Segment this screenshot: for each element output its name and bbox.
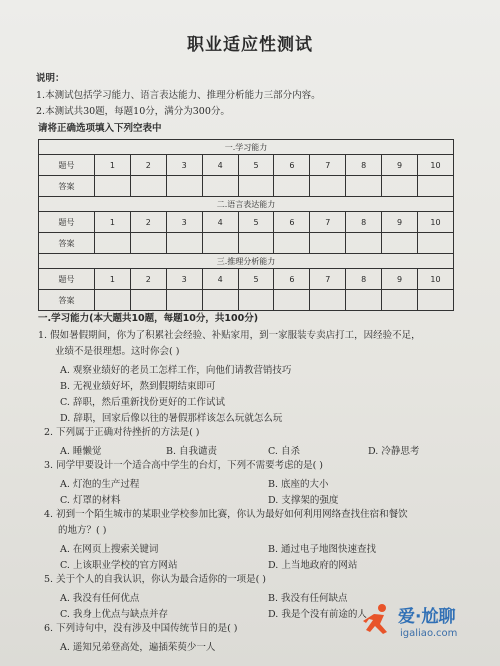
table-cell: 6 xyxy=(274,155,310,176)
row-label: 答案 xyxy=(39,290,95,311)
table-cell: 1 xyxy=(95,269,131,290)
answer-cell[interactable] xyxy=(418,233,454,254)
answer-cell[interactable] xyxy=(274,233,310,254)
table-instruction: 请将正确选项填入下列空表中 xyxy=(38,123,162,134)
section-header: 二.语言表达能力 xyxy=(39,197,454,212)
table-cell: 5 xyxy=(238,269,274,290)
answer-cell[interactable] xyxy=(346,233,382,254)
answer-cell[interactable] xyxy=(202,233,238,254)
answer-cell[interactable] xyxy=(95,290,131,311)
answer-cell[interactable] xyxy=(382,233,418,254)
watermark-brand: 爱·尬聊 xyxy=(398,607,456,627)
table-cell: 4 xyxy=(202,155,238,176)
answer-cell[interactable] xyxy=(130,176,166,197)
row-label: 答案 xyxy=(39,176,95,197)
row-label: 题号 xyxy=(39,155,95,176)
table-cell: 9 xyxy=(382,269,418,290)
intro-heading: 说明： xyxy=(36,73,65,84)
runner-logo-icon xyxy=(360,602,394,636)
row-label: 题号 xyxy=(39,212,95,233)
option-b[interactable]: B. 通过电子地图快速查找 xyxy=(268,544,377,555)
answer-cell[interactable] xyxy=(310,290,346,311)
answer-cell[interactable] xyxy=(166,233,202,254)
answer-cell[interactable] xyxy=(95,233,131,254)
intro-line-2: 2.本测试共30题，每题10分，满分为300分。 xyxy=(36,106,230,117)
answer-cell[interactable] xyxy=(346,290,382,311)
option-c[interactable]: C. 辞职，然后重新找份更好的工作试试 xyxy=(60,397,225,408)
answer-cell[interactable] xyxy=(130,290,166,311)
answer-cell[interactable] xyxy=(202,290,238,311)
question-stem: 6. 下列诗句中，没有涉及中国传统节日的是( ) xyxy=(44,623,238,634)
site-watermark xyxy=(360,596,500,666)
table-cell: 2 xyxy=(130,212,166,233)
table-cell: 6 xyxy=(274,212,310,233)
answer-cell[interactable] xyxy=(202,176,238,197)
answer-table xyxy=(38,139,454,311)
table-cell: 8 xyxy=(346,269,382,290)
answer-cell[interactable] xyxy=(418,176,454,197)
option-b[interactable]: B. 我没有任何缺点 xyxy=(268,593,348,604)
table-cell: 5 xyxy=(238,155,274,176)
answer-cell[interactable] xyxy=(382,290,418,311)
row-label: 答案 xyxy=(39,233,95,254)
question-stem: 的地方？( ) xyxy=(58,525,107,536)
option-d[interactable]: D. 冷静思考 xyxy=(368,446,420,457)
option-a[interactable]: A. 灯泡的生产过程 xyxy=(60,479,140,490)
option-a[interactable]: A. 遥知兄弟登高处，遍插茱萸少一人 xyxy=(60,642,216,653)
question-stem: 1. 假如暑假期间，你为了积累社会经验、补贴家用，到一家服装专卖店打工，因经验不足， xyxy=(38,330,421,341)
table-cell: 5 xyxy=(238,212,274,233)
table-cell: 3 xyxy=(166,269,202,290)
table-cell: 4 xyxy=(202,269,238,290)
option-a[interactable]: A. 我没有任何优点 xyxy=(60,593,140,604)
option-c[interactable]: C. 上该职业学校的官方网站 xyxy=(60,560,178,571)
table-cell: 7 xyxy=(310,155,346,176)
answer-cell[interactable] xyxy=(382,176,418,197)
option-d[interactable]: D. 我是个没有前途的人 xyxy=(268,609,367,620)
section-header: 一.学习能力 xyxy=(39,140,454,155)
table-cell: 9 xyxy=(382,155,418,176)
section1-heading: 一.学习能力(本大题共10题，每题10分，共100分) xyxy=(38,313,259,324)
page-title: 职业适应性测试 xyxy=(187,35,313,55)
option-c[interactable]: C. 自杀 xyxy=(268,446,300,457)
option-c[interactable]: C. 灯罩的材料 xyxy=(60,495,121,506)
table-cell: 3 xyxy=(166,212,202,233)
table-cell: 3 xyxy=(166,155,202,176)
option-a[interactable]: A. 在网页上搜索关键词 xyxy=(60,544,159,555)
answer-cell[interactable] xyxy=(310,233,346,254)
answer-cell[interactable] xyxy=(346,176,382,197)
answer-cell[interactable] xyxy=(166,290,202,311)
answer-cell[interactable] xyxy=(130,233,166,254)
option-c[interactable]: C. 我身上优点与缺点并存 xyxy=(60,609,168,620)
question-stem: 3. 同学甲要设计一个适合高中学生的台灯，下列不需要考虑的是( ) xyxy=(44,460,324,471)
question-stem: 5. 关于个人的自我认识，你认为最合适你的一项是( ) xyxy=(44,574,267,585)
table-cell: 9 xyxy=(382,212,418,233)
option-d[interactable]: D. 辞职，回家后像以往的暑假那样该怎么玩就怎么玩 xyxy=(60,413,283,424)
question-stem: 2. 下列属于正确对待挫折的方法是( ) xyxy=(44,427,200,438)
answer-cell[interactable] xyxy=(418,290,454,311)
option-b[interactable]: B. 无视业绩好坏，熬到假期结束即可 xyxy=(60,381,216,392)
answer-cell[interactable] xyxy=(166,176,202,197)
option-d[interactable]: D. 支撑架的强度 xyxy=(268,495,339,506)
intro-line-1: 1.本测试包括学习能力、语言表达能力、推理分析能力三部分内容。 xyxy=(36,90,321,101)
option-b[interactable]: B. 底座的大小 xyxy=(268,479,329,490)
table-cell: 8 xyxy=(346,155,382,176)
row-label: 题号 xyxy=(39,269,95,290)
option-a[interactable]: A. 观察业绩好的老员工怎样工作，向他们请教营销技巧 xyxy=(60,365,292,376)
answer-cell[interactable] xyxy=(274,176,310,197)
answer-cell[interactable] xyxy=(274,290,310,311)
question-stem: 业绩不是很理想。这时你会( ) xyxy=(55,346,180,357)
table-cell: 1 xyxy=(95,212,131,233)
table-cell: 1 xyxy=(95,155,131,176)
watermark-url: igaliao.com xyxy=(400,628,458,639)
table-cell: 4 xyxy=(202,212,238,233)
option-a[interactable]: A. 睡懒觉 xyxy=(60,446,102,457)
table-cell: 7 xyxy=(310,212,346,233)
answer-cell[interactable] xyxy=(95,176,131,197)
answer-cell[interactable] xyxy=(310,176,346,197)
table-cell: 2 xyxy=(130,155,166,176)
question-stem: 4. 初到一个陌生城市的某职业学校参加比赛，你认为最好如何利用网络查找住宿和餐饮 xyxy=(44,509,408,520)
table-cell: 8 xyxy=(346,212,382,233)
section-header: 三.推理分析能力 xyxy=(39,254,454,269)
table-cell: 7 xyxy=(310,269,346,290)
table-cell: 2 xyxy=(130,269,166,290)
option-b[interactable]: B. 自我谴责 xyxy=(166,446,218,457)
table-cell: 6 xyxy=(274,269,310,290)
option-d[interactable]: D. 上当地政府的网站 xyxy=(268,560,358,571)
table-cell: 10 xyxy=(418,212,454,233)
table-cell: 10 xyxy=(418,269,454,290)
table-cell: 10 xyxy=(418,155,454,176)
answer-cell[interactable] xyxy=(238,290,274,311)
answer-cell[interactable] xyxy=(238,233,274,254)
answer-cell[interactable] xyxy=(238,176,274,197)
